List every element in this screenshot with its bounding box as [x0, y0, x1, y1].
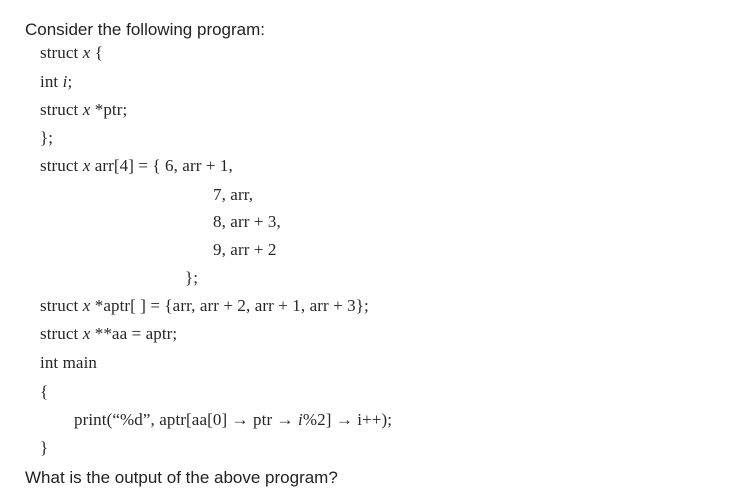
code-line: 7, arr,	[213, 185, 254, 204]
question-text: What is the output of the above program?	[25, 468, 338, 487]
code-line: struct x *ptr;	[40, 100, 128, 119]
code-line: print(“%d”, aptr[aa[0] → ptr → i%2] → i++);	[74, 410, 393, 429]
code-line: struct x arr[4] = { 6, arr + 1,	[40, 156, 233, 175]
code-line: }	[40, 438, 49, 457]
code-line: struct x **aa = aptr;	[40, 324, 178, 343]
code-line: int main	[40, 353, 97, 372]
code-line: {	[40, 382, 49, 401]
code-line: int i;	[40, 72, 73, 91]
code-line: };	[185, 268, 199, 287]
code-line: struct x *aptr[ ] = {arr, arr + 2, arr + 1, arr + 3};	[40, 296, 369, 315]
code-line: 9, arr + 2	[213, 240, 277, 259]
code-line: struct x {	[40, 43, 103, 62]
code-line: 8, arr + 3,	[213, 212, 281, 231]
code-line: };	[40, 128, 54, 147]
intro-text: Consider the following program:	[25, 20, 266, 39]
